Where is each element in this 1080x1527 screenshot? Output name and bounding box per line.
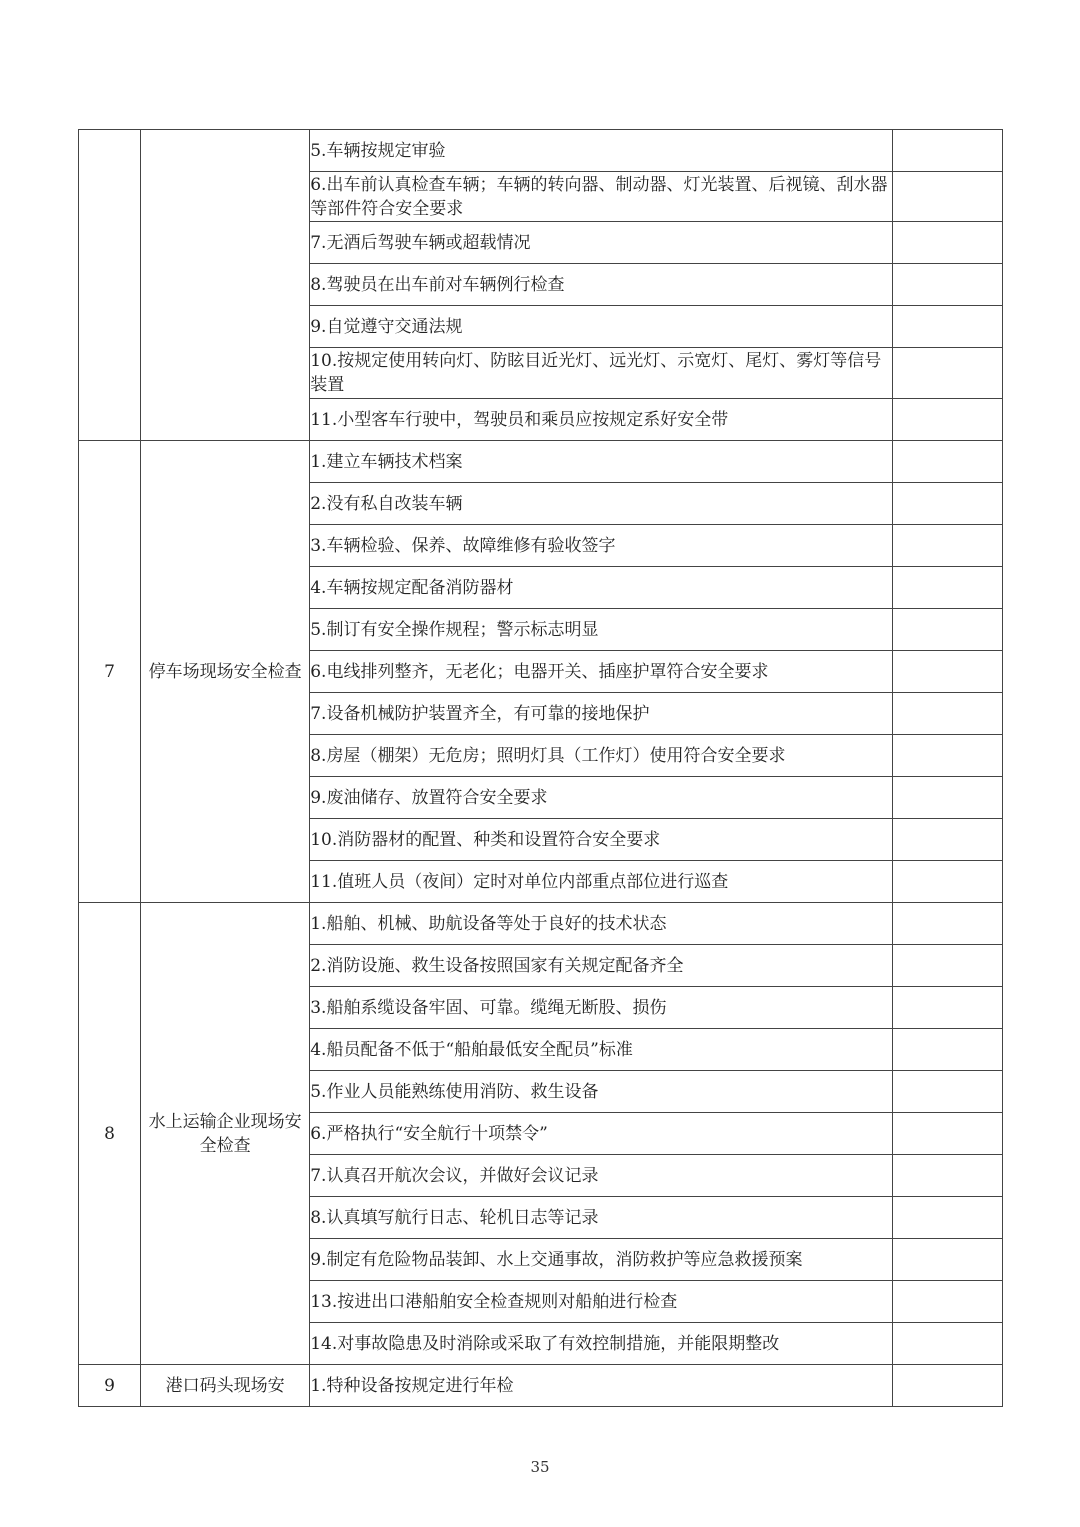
result-cell[interactable] (892, 609, 1002, 651)
standard-cell: 5.作业人员能熟练使用消防、救生设备 (310, 1071, 893, 1113)
standard-cell: 5.制订有安全操作规程；警示标志明显 (310, 609, 893, 651)
item-number-cell: 9 (79, 1365, 141, 1407)
result-cell[interactable] (892, 819, 1002, 861)
result-cell[interactable] (892, 264, 1002, 306)
standard-cell: 6.出车前认真检查车辆；车辆的转向器、制动器、灯光装置、后视镜、刮水器等部件符合安全要求 (310, 172, 893, 222)
standard-cell: 7.设备机械防护装置齐全，有可靠的接地保护 (310, 693, 893, 735)
result-cell[interactable] (892, 945, 1002, 987)
result-cell[interactable] (892, 222, 1002, 264)
standard-cell: 4.船员配备不低于“船舶最低安全配员”标准 (310, 1029, 893, 1071)
result-cell[interactable] (892, 130, 1002, 172)
result-cell[interactable] (892, 735, 1002, 777)
result-cell[interactable] (892, 567, 1002, 609)
result-cell[interactable] (892, 987, 1002, 1029)
result-cell[interactable] (892, 172, 1002, 222)
standard-cell: 9.自觉遵守交通法规 (310, 306, 893, 348)
standard-cell: 9.废油储存、放置符合安全要求 (310, 777, 893, 819)
standard-cell: 6.电线排列整齐，无老化；电器开关、插座护罩符合安全要求 (310, 651, 893, 693)
standard-cell: 7.无酒后驾驶车辆或超载情况 (310, 222, 893, 264)
result-cell[interactable] (892, 777, 1002, 819)
result-cell[interactable] (892, 348, 1002, 399)
check-item-cell: 港口码头现场安 (141, 1365, 310, 1407)
result-cell[interactable] (892, 399, 1002, 441)
standard-cell: 10.消防器材的配置、种类和设置符合安全要求 (310, 819, 893, 861)
standard-cell: 13.按进出口港船舶安全检查规则对船舶进行检查 (310, 1281, 893, 1323)
standard-cell: 7.认真召开航次会议，并做好会议记录 (310, 1155, 893, 1197)
result-cell[interactable] (892, 525, 1002, 567)
check-item-cell: 停车场现场安全检查 (141, 441, 310, 903)
result-cell[interactable] (892, 1197, 1002, 1239)
standard-cell: 1.特种设备按规定进行年检 (310, 1365, 893, 1407)
result-cell[interactable] (892, 1155, 1002, 1197)
inspection-checklist-table (78, 129, 1003, 1407)
result-cell[interactable] (892, 1365, 1002, 1407)
standard-cell: 2.消防设施、救生设备按照国家有关规定配备齐全 (310, 945, 893, 987)
standard-cell: 1.建立车辆技术档案 (310, 441, 893, 483)
standard-cell: 1.船舶、机械、助航设备等处于良好的技术状态 (310, 903, 893, 945)
standard-cell: 9.制定有危险物品装卸、水上交通事故，消防救护等应急救援预案 (310, 1239, 893, 1281)
result-cell[interactable] (892, 441, 1002, 483)
standard-cell: 5.车辆按规定审验 (310, 130, 893, 172)
result-cell[interactable] (892, 693, 1002, 735)
result-cell[interactable] (892, 903, 1002, 945)
result-cell[interactable] (892, 861, 1002, 903)
item-number-cell (79, 130, 141, 441)
standard-cell: 8.驾驶员在出车前对车辆例行检查 (310, 264, 893, 306)
result-cell[interactable] (892, 651, 1002, 693)
result-cell[interactable] (892, 1239, 1002, 1281)
standard-cell: 3.船舶系缆设备牢固、可靠。缆绳无断股、损伤 (310, 987, 893, 1029)
page-number: 35 (530, 1458, 550, 1476)
result-cell[interactable] (892, 306, 1002, 348)
item-number-cell: 8 (79, 903, 141, 1365)
standard-cell: 14.对事故隐患及时消除或采取了有效控制措施，并能限期整改 (310, 1323, 893, 1365)
standard-cell: 8.房屋（棚架）无危房；照明灯具（工作灯）使用符合安全要求 (310, 735, 893, 777)
result-cell[interactable] (892, 1071, 1002, 1113)
standard-cell: 4.车辆按规定配备消防器材 (310, 567, 893, 609)
result-cell[interactable] (892, 1323, 1002, 1365)
result-cell[interactable] (892, 483, 1002, 525)
result-cell[interactable] (892, 1113, 1002, 1155)
standard-cell: 11.小型客车行驶中，驾驶员和乘员应按规定系好安全带 (310, 399, 893, 441)
standard-cell: 8.认真填写航行日志、轮机日志等记录 (310, 1197, 893, 1239)
standard-cell: 2.没有私自改装车辆 (310, 483, 893, 525)
standard-cell: 11.值班人员（夜间）定时对单位内部重点部位进行巡查 (310, 861, 893, 903)
check-item-cell (141, 130, 310, 441)
standard-cell: 6.严格执行“安全航行十项禁令” (310, 1113, 893, 1155)
result-cell[interactable] (892, 1029, 1002, 1071)
item-number-cell: 7 (79, 441, 141, 903)
standard-cell: 10.按规定使用转向灯、防眩目近光灯、远光灯、示宽灯、尾灯、雾灯等信号装置 (310, 348, 893, 399)
check-item-cell: 水上运输企业现场安全检查 (141, 903, 310, 1365)
result-cell[interactable] (892, 1281, 1002, 1323)
standard-cell: 3.车辆检验、保养、故障维修有验收签字 (310, 525, 893, 567)
